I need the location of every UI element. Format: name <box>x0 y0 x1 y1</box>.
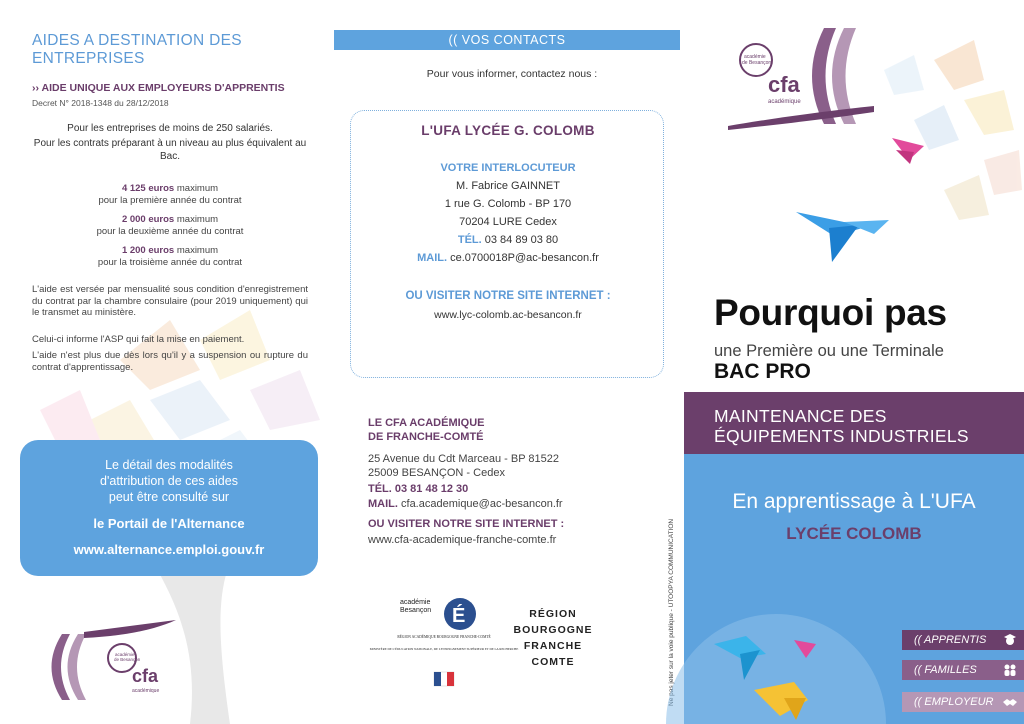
ufa-website-link[interactable]: www.lyc-colomb.ac-besancon.fr <box>434 309 582 321</box>
decret-reference: Decret N° 2018-1348 du 28/12/2018 <box>32 98 169 108</box>
interlocuteur-label: VOTRE INTERLOCUTEUR <box>440 162 576 174</box>
mail-value: ce.0700018P@ac-besancon.fr <box>447 252 599 264</box>
acad-region-text: RÉGION ACADÉMIQUE BOURGOGNE FRANCHE-COMTÉ <box>397 635 491 639</box>
academie-besancon-logo <box>369 592 519 702</box>
portail-alternance-label: le Portail de l'Alternance <box>93 516 245 531</box>
acad-logo-letter: É <box>452 605 466 627</box>
ufa-email[interactable] <box>351 251 665 265</box>
headline-bac-pro: BAC PRO <box>714 360 811 383</box>
region-word-4: COMTE <box>531 656 575 668</box>
tag-familles-label: (( FAMILLES <box>914 664 977 676</box>
apprentissage-title: En apprentissage à L'UFA <box>732 490 976 513</box>
cfa-logo <box>724 26 884 136</box>
portail-alternance-link[interactable]: www.alternance.emploi.gouv.fr <box>73 542 265 557</box>
ufa-visit-label: OU VISITER NOTRE SITE INTERNET : <box>405 290 611 302</box>
condition-entreprises: Pour les entreprises de moins de 250 salariés. <box>67 123 273 134</box>
middle-panel <box>340 0 684 724</box>
family-icon <box>1002 662 1018 678</box>
cfa-logo <box>44 616 184 706</box>
ufa-contact-box <box>350 110 664 378</box>
infobox-line-1: Le détail des modalités <box>105 458 233 472</box>
headline-pourquoi-pas: Pourquoi pas <box>714 292 947 333</box>
ufa-title: L'UFA LYCÉE G. COLOMB <box>421 123 595 138</box>
acad-ministere-text: MINISTÈRE DE L'ÉDUCATION NATIONALE, DE L'ENSEIGNEMENT SUPÉRIEUR ET DE LA RECHERCHE <box>369 647 519 651</box>
specialty-line-1: MAINTENANCE DES <box>714 406 887 426</box>
mail-label: MAIL. <box>417 252 448 264</box>
headline-premiere-terminale: une Première ou une Terminale <box>714 342 944 360</box>
infobox-line-3: peut être consulté sur <box>108 490 230 504</box>
logo-word-2: de Besançon <box>742 60 772 66</box>
cfa-address-line-2: 25009 BESANÇON - Cedex <box>368 467 505 479</box>
cfa-phone[interactable] <box>368 482 658 496</box>
cfa-visit-label: OU VISITER NOTRE SITE INTERNET : <box>368 518 565 530</box>
region-word-2: BOURGOGNE <box>513 624 593 636</box>
right-panel <box>684 0 1024 724</box>
cfa-email[interactable] <box>368 497 658 511</box>
contacts-header: (( VOS CONTACTS <box>334 30 680 50</box>
left-panel <box>0 0 340 724</box>
amount-year-2 <box>32 214 308 238</box>
amount-period: pour la première année du contrat <box>98 195 242 206</box>
graduate-icon <box>1002 632 1018 648</box>
region-bfc-logo <box>508 606 598 678</box>
aide-unique-subtitle: ›› AIDE UNIQUE AUX EMPLOYEURS D'APPRENTIS <box>32 82 285 94</box>
logo-word-2: de Besançon <box>114 657 141 662</box>
region-word-1: RÉGION <box>529 608 577 620</box>
amount-suffix: maximum <box>174 214 219 225</box>
amount-suffix: maximum <box>174 183 219 194</box>
aides-title: AIDES A DESTINATION DES ENTREPRISES <box>32 32 242 67</box>
lycee-name: LYCÉE COLOMB <box>786 524 922 543</box>
paragraph-asp: Celui-ci informe l'ASP qui fait la mise en paiement. <box>32 334 245 345</box>
portail-info-box <box>20 440 318 576</box>
paragraph-versement: L'aide est versée par mensualité sous condition d'enregistrement du contrat par la chambre consulaire (pour 2019 uniquement) qui le transmet au ministère. <box>32 284 308 318</box>
ufa-phone[interactable] <box>351 233 665 247</box>
specialty-band <box>684 392 1024 454</box>
tag-apprentis-label: (( APPRENTIS <box>914 634 987 646</box>
tag-apprentis[interactable] <box>902 630 1024 650</box>
ufa-address-line-1: 1 rue G. Colomb - BP 170 <box>444 198 572 210</box>
amount-value: 1 200 euros <box>121 245 175 256</box>
amount-year-1 <box>32 183 308 207</box>
acad-word-2: Besançon <box>400 607 432 614</box>
condition-contrats: Pour les contrats préparant à un niveau au plus équivalent au Bac. <box>33 138 307 162</box>
handshake-icon <box>1002 694 1018 710</box>
cfa-mail-label: MAIL. <box>368 498 398 510</box>
amount-suffix: maximum <box>174 245 219 256</box>
region-word-3: FRANCHE <box>523 640 583 652</box>
amount-year-3 <box>32 245 308 269</box>
logo-word-1: académie <box>744 54 766 60</box>
logo-academique: académique <box>132 688 160 694</box>
logo-cfa: cfa <box>132 666 159 686</box>
paragraph-rupture: L'aide n'est plus due dès lors qu'il y a suspension ou rupture du contrat d'apprentissage. <box>32 350 308 373</box>
tel-label: TÉL. <box>457 234 482 246</box>
tag-employeur-label: (( EMPLOYEUR <box>914 696 994 708</box>
contact-name: M. Fabrice GAINNET <box>456 180 560 192</box>
acad-word-1: académie <box>400 599 431 606</box>
tel-value: 03 84 89 03 80 <box>481 234 559 246</box>
specialty-line-2: ÉQUIPEMENTS INDUSTRIELS <box>714 426 969 446</box>
tag-employeur[interactable] <box>902 692 1024 712</box>
amount-value: 2 000 euros <box>121 214 175 225</box>
contacts-intro: Pour vous informer, contactez nous : <box>426 68 598 80</box>
logo-cfa: cfa <box>768 72 800 97</box>
vertical-note-text: Ne pas jeter sur la voie publique - UTOOPYA COMMUNICATION <box>668 518 675 706</box>
cfa-website-link[interactable]: www.cfa-academique-franche-comte.fr <box>368 534 557 546</box>
amount-period: pour la troisième année du contrat <box>97 257 243 268</box>
cfa-name <box>368 416 628 444</box>
logo-word-1: académie <box>115 652 135 657</box>
infobox-line-2: d'attribution de ces aides <box>100 474 238 488</box>
ufa-address-line-2: 70204 LURE Cedex <box>459 216 557 228</box>
amount-value: 4 125 euros <box>121 183 175 194</box>
cfa-mail-value: cfa.academique@ac-besancon.fr <box>397 498 563 510</box>
amount-period: pour la deuxième année du contrat <box>96 226 244 237</box>
cfa-name-line-2: DE FRANCHE-COMTÉ <box>368 431 484 443</box>
cfa-address-line-1: 25 Avenue du Cdt Marceau - BP 81522 <box>368 453 560 465</box>
logo-academique: académique <box>768 99 801 105</box>
tag-familles[interactable] <box>902 660 1024 680</box>
cfa-tel: TÉL. 03 81 48 12 30 <box>368 483 469 495</box>
cfa-name-line-1: LE CFA ACADÉMIQUE <box>368 417 485 429</box>
